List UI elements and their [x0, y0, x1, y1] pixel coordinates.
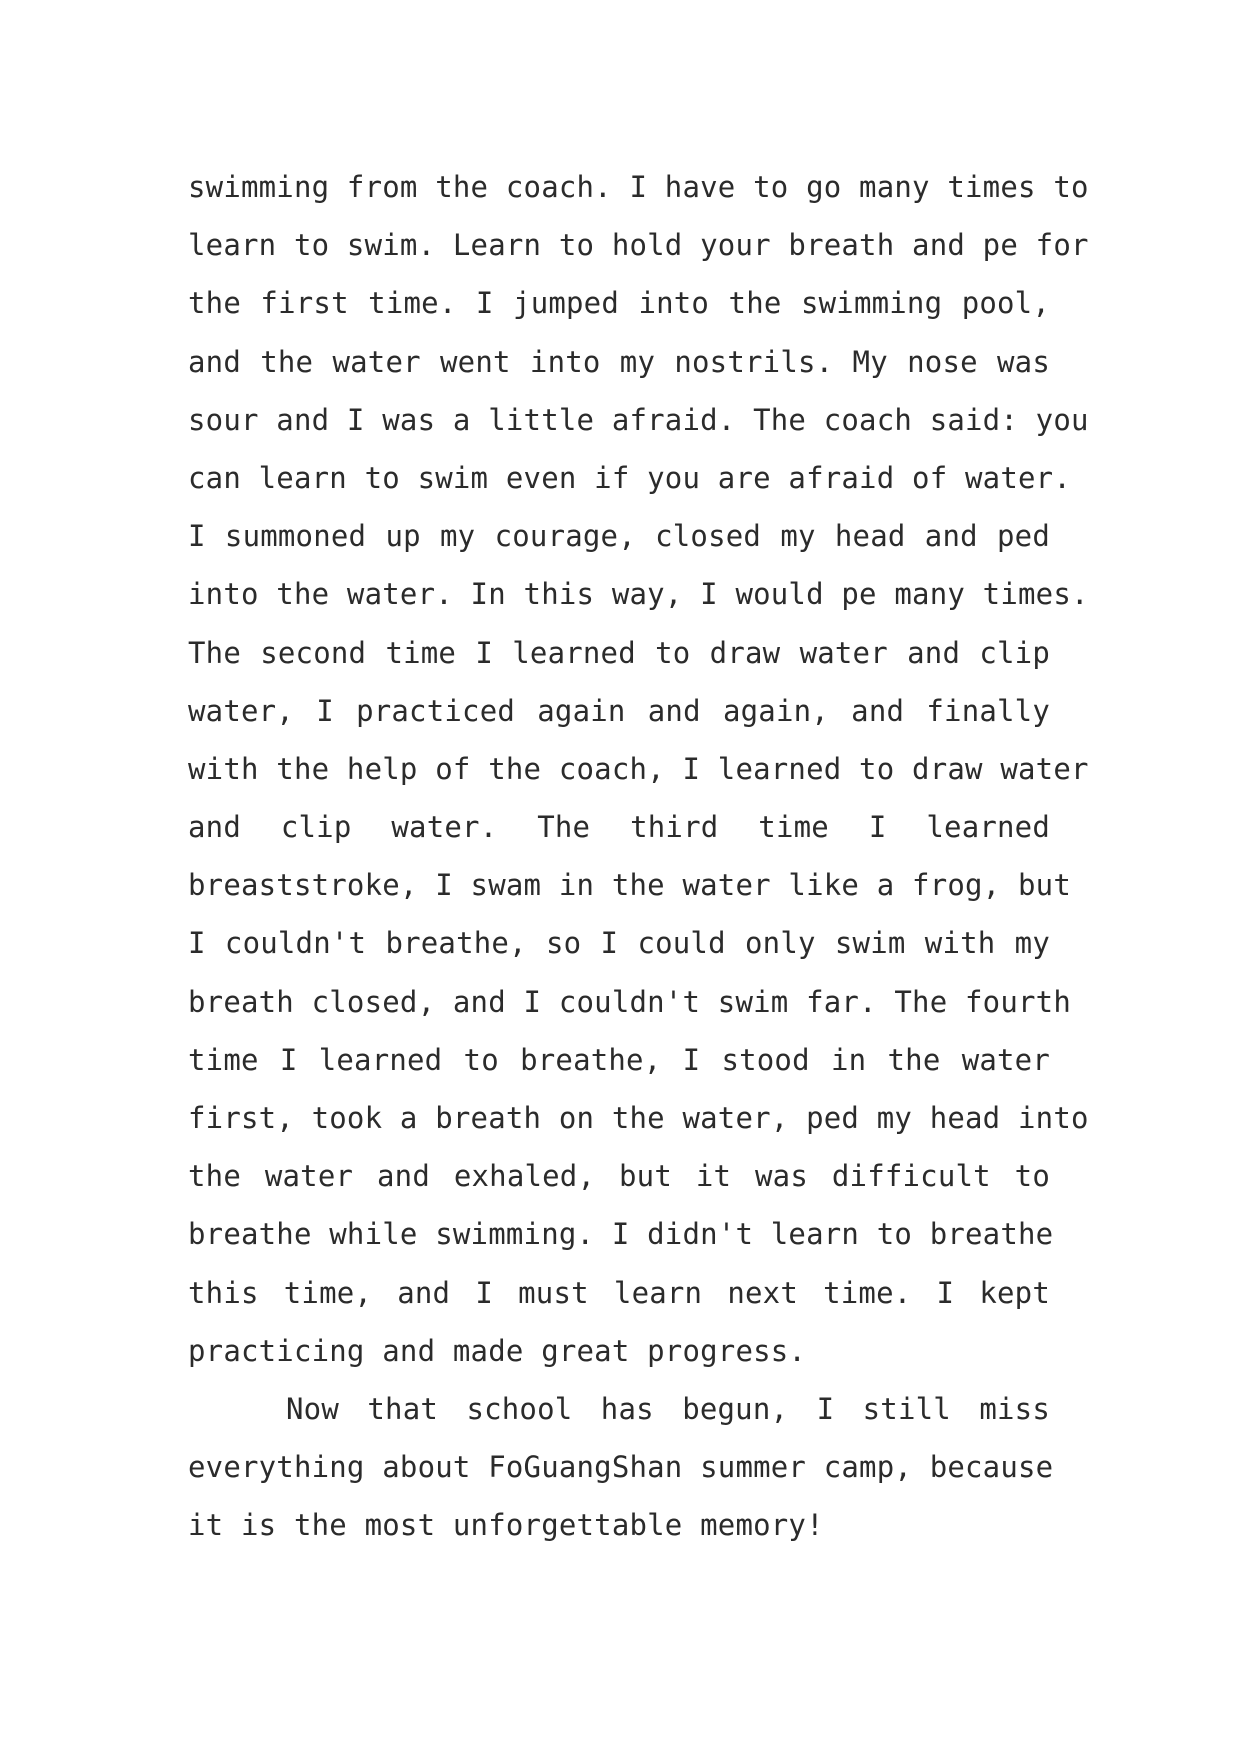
text-line: breathe while swimming. I didn't learn to breathe — [188, 1217, 1054, 1252]
text-line: water, I practiced again and again, and finally — [188, 693, 1050, 728]
paragraph-conclusion — [188, 1380, 1054, 1555]
text-line: I summoned up my courage, closed my head and ped — [188, 519, 1050, 554]
text-line: can learn to swim even if you are afraid of water. — [188, 460, 1071, 495]
text-line: into the water. In this way, I would pe many times. — [188, 577, 1089, 612]
text-line: it is the most unforgettable memory! — [188, 1508, 824, 1543]
text-line: time I learned to breathe, I stood in the water — [188, 1042, 1050, 1077]
text-line: and the water went into my nostrils. My nose was — [188, 344, 1050, 379]
text-line: sour and I was a little afraid. The coach said: you — [188, 402, 1089, 437]
text-line: the first time. I jumped into the swimming pool, — [188, 286, 1050, 321]
text-line: The second time I learned to draw water and clip — [188, 635, 1050, 670]
text-line: I couldn't breathe, so I could only swim with my — [188, 926, 1050, 961]
text-line: learn to swim. Learn to hold your breath and pe for — [188, 228, 1089, 263]
text-line: and clip water. The third time I learned — [188, 810, 1050, 845]
text-line: this time, and I must learn next time. I kept — [188, 1275, 1050, 1310]
text-line: everything about FoGuangShan summer camp, because — [188, 1450, 1054, 1485]
text-line: swimming from the coach. I have to go many times to — [188, 170, 1089, 204]
text-line: first, took a breath on the water, ped my head into — [188, 1101, 1089, 1135]
text-line: practicing and made great progress. — [188, 1333, 807, 1368]
paragraph-swimming-lessons — [188, 158, 1089, 1380]
text-line: breath closed, and I couldn't swim far. The fourth — [188, 984, 1071, 1019]
text-line: with the help of the coach, I learned to draw water — [188, 751, 1089, 786]
text-line: the water and exhaled, but it was difficult to — [188, 1159, 1050, 1194]
text-line: breaststroke, I swam in the water like a frog, but — [188, 868, 1071, 903]
body-text — [188, 158, 1089, 1555]
text-line: Now that school has begun, I still miss — [286, 1391, 1050, 1426]
